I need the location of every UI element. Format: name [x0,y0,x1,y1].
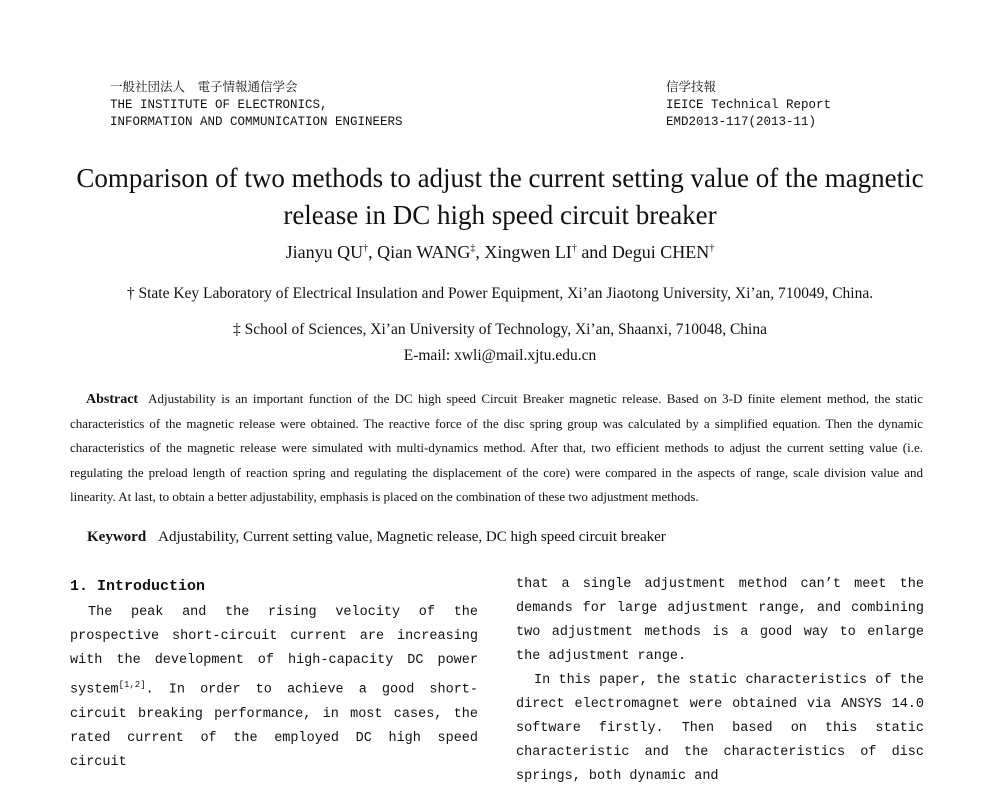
paper-title [40,160,960,234]
paragraph: In this paper, the static characteristics of the direct electromagnet were obtained via ANSYS 14.0 software firstly. Then based on this static characteristic and the characteristics of disc springs, both dynamic and [516,673,924,784]
contact-email: E-mail: xwli@mail.xjtu.edu.cn [403,347,597,364]
author-separator: and [576,242,612,262]
author-name: Xingwen LI [484,242,572,262]
abstract [70,387,923,509]
report-type-japanese: 信学技報 [666,81,717,95]
paragraph [70,601,478,775]
paragraph-text-continued: . In order to achieve a good short-circuit breaking performance, in most cases, the rated current of the employed DC high speed circuit [70,682,478,770]
author-affiliation-mark: † [571,243,577,254]
author-list [0,242,1000,263]
report-number: EMD2013-117(2013-11) [666,115,817,129]
paragraph: that a single adjustment method can’t meet the demands for large adjustment range, and combining two adjustment methods is a good way to enlarge the adjustment range. [516,577,924,664]
affiliation-1: † State Key Laboratory of Electrical Insulation and Power Equipment, Xi’an Jiaotong University, Xi’an, 710049, China. [126,285,874,302]
paper-title-line2: release in DC high speed circuit breaker [283,200,717,230]
society-name-japanese: 一般社団法人 電子情報通信学会 [110,81,298,95]
author-affiliation-mark: † [363,243,369,254]
abstract-label: Abstract [86,392,139,407]
paragraph-text: The peak and the rising velocity of the prospective short-circuit current are increasing with the development of high-capacity DC power system [70,605,478,698]
affiliation-2: ‡ School of Sciences, Xi’an University of Technology, Xi’an, Shaanxi, 710048, China [232,321,767,338]
author-name: Qian WANG [377,242,471,262]
citation-marker: [1,2] [118,680,146,690]
author-separator: , [368,242,378,262]
body-column-right [516,573,924,789]
report-type: IEICE Technical Report [666,98,832,112]
keyword-label: Keyword [87,529,147,545]
society-name-line2: INFORMATION AND COMMUNICATION ENGINEERS [110,115,403,129]
author-name: Jianyu QU [285,242,364,262]
society-name-line1: THE INSTITUTE OF ELECTRONICS, [110,98,328,112]
report-header-left [110,80,403,131]
abstract-text: Adjustability is an important function of the DC high speed Circuit Breaker magnetic release. Based on 3-D finite element method, the static characteristics of the magnetic release were obtained. The reactive force of the disc spring group was calculated by a simplified equation. Then the dynamic characteristics of the magnetic release were simulated with multi-dynamics method. After that, two efficient methods to adjust the current setting value (i.e. regulating the preload length of reaction spring and regulating the displacement of the core) were compared in the aspects of range, scale division value and linearity. At last, to obtain a better adjustability, emphasis is placed on the combination of these two adjustment methods. [70,391,923,504]
author-affiliation-mark: † [709,243,715,254]
report-header-right [666,80,831,131]
section-title: 1. Introduction [70,578,206,595]
paper-title-line1: Comparison of two methods to adjust the current setting value of the magnetic [76,163,924,193]
author-name: Degui CHEN [611,242,710,262]
author-separator: , [475,242,485,262]
keyword-text: Adjustability, Current setting value, Magnetic release, DC high speed circuit breaker [158,529,666,545]
body-column-left [70,573,478,775]
author-affiliation-mark: ‡ [470,243,476,254]
keywords [87,529,666,546]
